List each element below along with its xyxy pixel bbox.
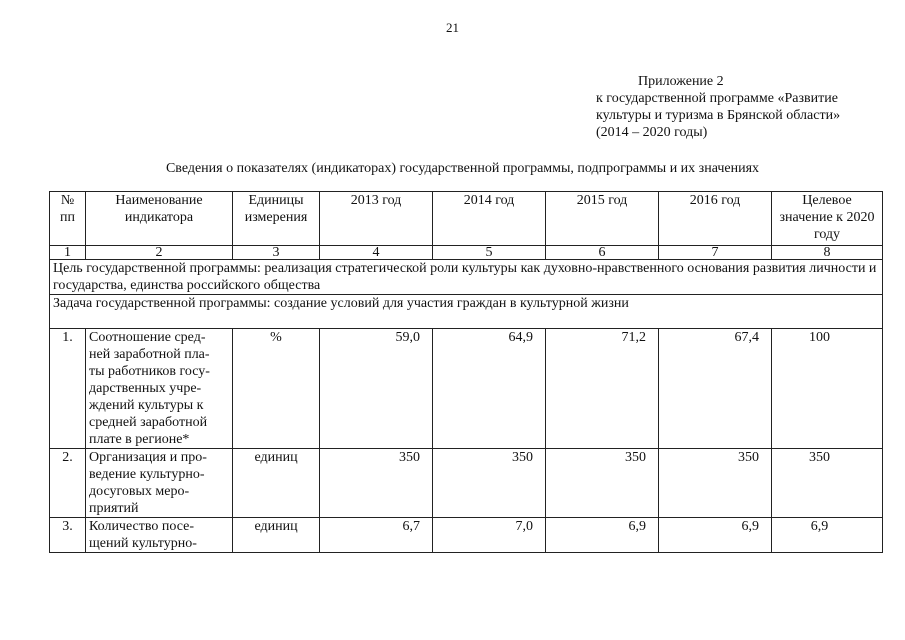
row-num: 1.	[50, 329, 86, 449]
page-number: 21	[446, 20, 459, 35]
appendix-block	[596, 73, 840, 141]
header-2014: 2014 год	[433, 192, 546, 246]
column-number: 4	[320, 246, 433, 260]
header-name: Наименование индикатора	[86, 192, 233, 246]
indicator-unit: единиц	[233, 518, 320, 553]
document-heading: Сведения о показателях (индикаторах) государственной программы, подпрограммы и их значениях	[165, 161, 760, 176]
column-number: 7	[659, 246, 772, 260]
indicator-name: Организация и про- ведение культурно- досуговых меро- приятий	[86, 449, 233, 518]
table-row	[50, 329, 883, 449]
appendix-line: к государственной программе «Развитие	[596, 91, 838, 106]
value-target: 100	[772, 329, 883, 449]
appendix-line: (2014 – 2020 годы)	[596, 125, 708, 140]
column-number: 5	[433, 246, 546, 260]
value-2014: 7,0	[433, 518, 546, 553]
value-target: 350	[772, 449, 883, 518]
value-2013: 6,7	[320, 518, 433, 553]
value-target: 6,9	[772, 518, 883, 553]
value-2015: 71,2	[546, 329, 659, 449]
indicators-table	[49, 191, 883, 553]
row-num: 3.	[50, 518, 86, 553]
value-2015: 350	[546, 449, 659, 518]
header-num: № пп	[50, 192, 86, 246]
appendix-line: культуры и туризма в Брянской области»	[596, 108, 841, 123]
table-row	[50, 518, 883, 553]
column-numbers-row	[50, 246, 883, 260]
value-2016: 6,9	[659, 518, 772, 553]
header-2016: 2016 год	[659, 192, 772, 246]
value-2013: 350	[320, 449, 433, 518]
appendix-title: Приложение 2	[638, 74, 724, 89]
column-number: 1	[50, 246, 86, 260]
task-text: Задача государственной программы: создание условий для участия граждан в культурной жизни	[50, 295, 883, 329]
indicator-name: Соотношение сред- ней заработной пла- ты работников госу- дарственных учре- ждений культуры к средней заработной плате в регионе*	[86, 329, 233, 449]
column-number: 2	[86, 246, 233, 260]
column-number: 3	[233, 246, 320, 260]
column-number: 8	[772, 246, 883, 260]
value-2013: 59,0	[320, 329, 433, 449]
task-row	[50, 295, 883, 329]
value-2016: 67,4	[659, 329, 772, 449]
value-2015: 6,9	[546, 518, 659, 553]
header-target: Целевое значение к 2020 году	[772, 192, 883, 246]
row-num: 2.	[50, 449, 86, 518]
header-2015: 2015 год	[546, 192, 659, 246]
value-2016: 350	[659, 449, 772, 518]
header-2013: 2013 год	[320, 192, 433, 246]
indicator-unit: единиц	[233, 449, 320, 518]
value-2014: 350	[433, 449, 546, 518]
goal-row	[50, 260, 883, 295]
goal-text: Цель государственной программы: реализация стратегической роли культуры как духовно-нравственного основания развития личности и государства, единства российского общества	[50, 260, 883, 295]
value-2014: 64,9	[433, 329, 546, 449]
table-row	[50, 449, 883, 518]
table-header-row	[50, 192, 883, 246]
column-number: 6	[546, 246, 659, 260]
header-unit: Единицы измерения	[233, 192, 320, 246]
indicator-unit: %	[233, 329, 320, 449]
indicator-name: Количество посе- щений культурно-	[86, 518, 233, 553]
